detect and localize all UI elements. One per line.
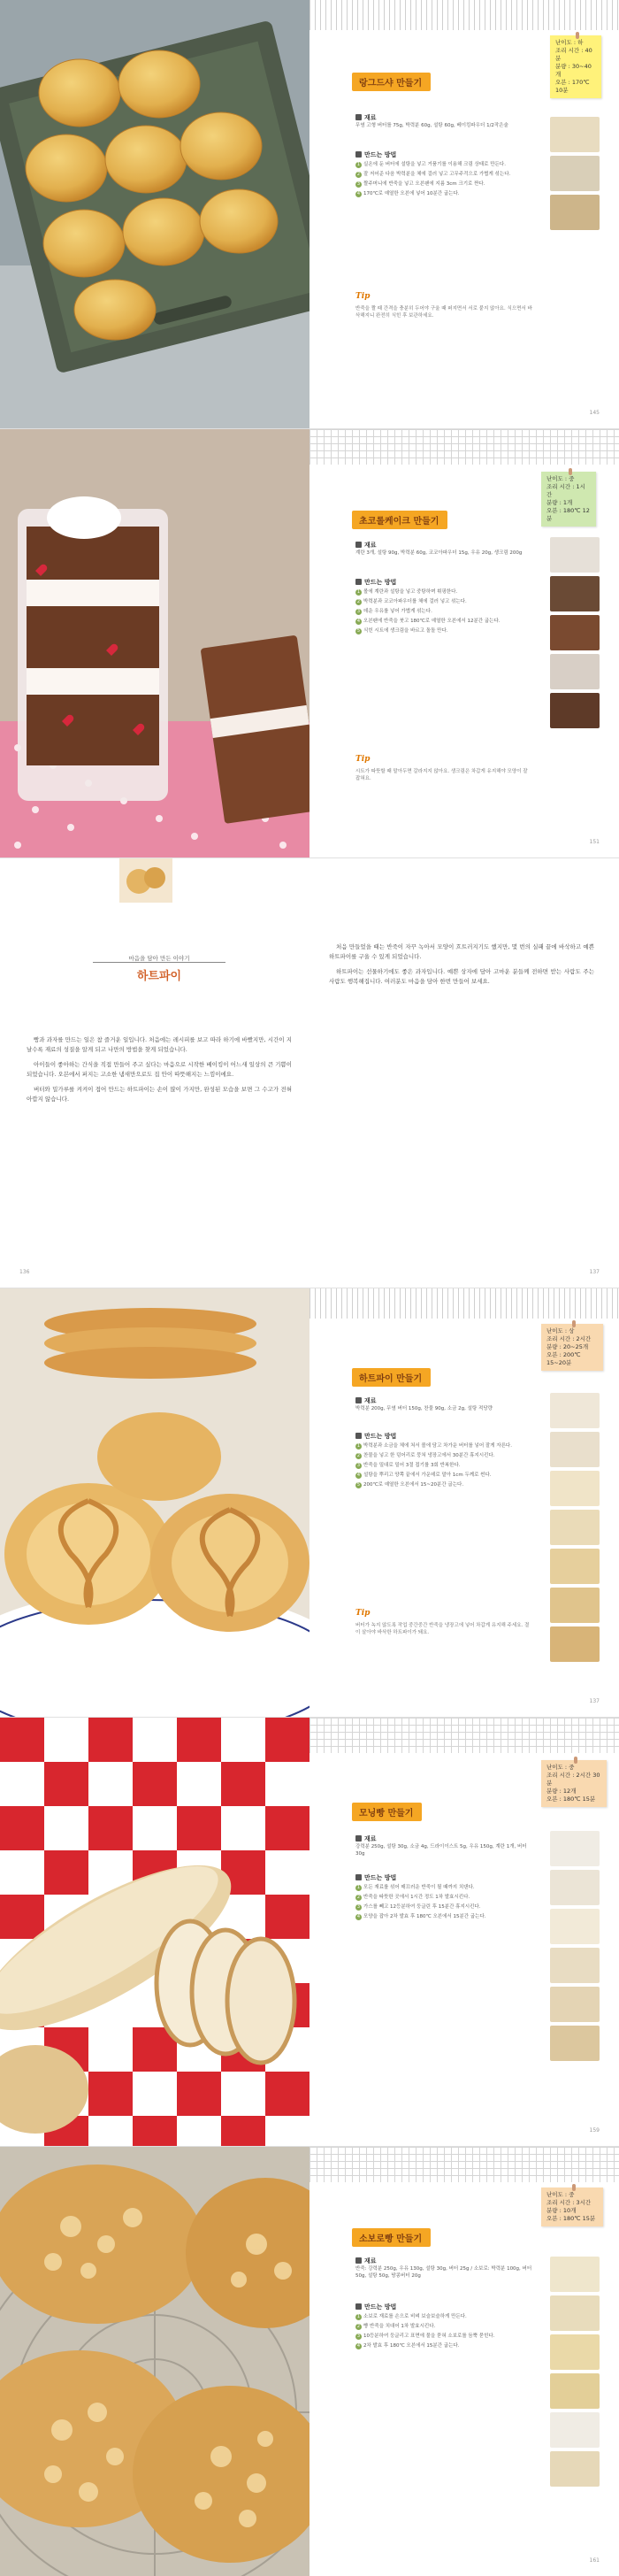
method-heading: 만드는 방법 (355, 150, 396, 159)
tip-label: Tip (355, 292, 371, 301)
tip-text: 버터가 녹지 않도록 작업 중간중간 반죽을 냉장고에 넣어 차갑게 유지해 주세요. 결이 살아야 바삭한 하트파이가 돼요. (355, 1623, 530, 1635)
paragraph: 처음 만들었을 때는 반죽이 자꾸 녹아서 모양이 흐트러지기도 했지만, 몇 번의 실패 끝에 바삭하고 예쁜 하트파이를 구울 수 있게 되었습니다. (329, 943, 594, 960)
step-photo (550, 2373, 600, 2409)
step-photo (550, 2026, 600, 2061)
page-number: 159 (589, 2127, 600, 2134)
page-number: 145 (589, 410, 600, 416)
ingredients-text: 반죽: 강력분 250g, 우유 130g, 설탕 30g, 버터 25g / 소보로: 박력분 100g, 버터 50g, 설탕 50g, 땅콩버터 20g (355, 2266, 532, 2279)
step-photo (550, 537, 600, 573)
grid-header (310, 2147, 619, 2182)
method-heading: 만드는 방법 (355, 578, 396, 587)
ingredients-text: 박력분 200g, 무염 버터 150g, 찬물 90g, 소금 2g, 설탕 적당량 (355, 1406, 493, 1411)
step-photo (550, 1987, 600, 2022)
method-steps (355, 588, 532, 637)
ingredients-heading: 재료 (355, 1834, 377, 1843)
recipe-page-6 (310, 2147, 619, 2576)
method-steps (355, 2313, 532, 2352)
essay-right-page (310, 858, 619, 1288)
bread-photo (0, 1718, 310, 2146)
spread-cookies (0, 0, 619, 429)
page-number: 161 (589, 2557, 600, 2564)
step: 2 반죽을 따뜻한 곳에서 1시간 정도 1차 발효시킨다. (356, 1895, 470, 1900)
grid-header (310, 0, 619, 30)
step-photo (550, 615, 600, 650)
spread-chocolate-cake (0, 429, 619, 858)
step: 2 빵 반죽을 치대어 1차 발효시킨다. (356, 2324, 436, 2329)
step-photo (550, 1549, 600, 1584)
step: 4 2차 발효 후 180℃ 오븐에서 15분간 굽는다. (356, 2343, 460, 2349)
recipe-title: 소보로빵 만들기 (352, 2228, 431, 2247)
step: 3 데운 우유를 넣어 가볍게 섞는다. (356, 609, 432, 614)
spread-tiger-bread (0, 2147, 619, 2576)
tip-text: 시트가 따뜻할 때 말아두면 갈라지지 않아요. 생크림은 차갑게 유지해야 모양이 잘 잡혀요. (355, 769, 528, 781)
recipe-title: 랑그드샤 만들기 (352, 73, 431, 91)
info-sticky-note: 난이도 : 상 조리 시간 : 2시간 분량 : 20~25개 오븐 : 200℃ 15~20분 (541, 1324, 603, 1371)
step-thumbnails (550, 1393, 600, 1665)
step-photo (550, 117, 600, 152)
essay-left-page (0, 858, 310, 1288)
step-photo (550, 1831, 600, 1866)
cake-photo (0, 429, 310, 857)
method-steps (355, 1442, 532, 1491)
method-heading: 만드는 방법 (355, 1432, 396, 1441)
step-thumbnails (550, 117, 600, 234)
step-photo (550, 1909, 600, 1944)
ingredients-text: 계란 3개, 설탕 90g, 박력분 60g, 코코아파우더 15g, 우유 20g, 생크림 200g (355, 550, 523, 556)
step-photo (550, 1588, 600, 1623)
step-photo (550, 1510, 600, 1545)
essay-subtitle: 마음을 담아 만든 이야기 (128, 955, 190, 962)
spread-palmiers (0, 1288, 619, 1718)
palmier-photo (0, 1288, 310, 1717)
spread-bread (0, 1718, 619, 2147)
step: 3 가스를 빼고 12등분하여 둥글린 후 15분간 휴지시킨다. (356, 1904, 481, 1910)
recipe-title: 하트파이 만들기 (352, 1368, 431, 1387)
info-sticky-note: 난이도 : 중 조리 시간 : 1시간 분량 : 1개 오븐 : 180℃ 12분 (541, 472, 596, 527)
step-photo (550, 2295, 600, 2331)
essay-title: 하트파이 (136, 970, 182, 983)
step: 4 170℃로 예열한 오븐에 넣어 10분간 굽는다. (356, 191, 460, 196)
method-heading: 만드는 방법 (355, 1873, 396, 1882)
paragraph: 빵과 과자를 만드는 일은 참 즐거운 일입니다. 처음에는 레시피를 보고 따라 하기에 바빴지만, 시간이 지날수록 재료의 성질을 알게 되고 나만의 방법을 찾게 되었습니다. (27, 1036, 292, 1053)
step: 4 모양을 잡아 2차 발효 후 180℃ 오븐에서 15분간 굽는다. (356, 1914, 486, 1919)
ingredients-heading: 재료 (355, 2257, 377, 2265)
paragraph: 하트파이는 선물하기에도 좋은 과자입니다. 예쁜 상자에 담아 고마운 분들께 전하면 받는 사람도 주는 사람도 행복해집니다. 여러분도 마음을 담아 한번 만들어 보세요. (329, 968, 594, 985)
step-photo (550, 1471, 600, 1506)
method-heading: 만드는 방법 (355, 2303, 396, 2311)
divider (93, 962, 225, 963)
method-steps (355, 1884, 532, 1923)
step: 1 실온에 둔 버터에 설탕을 넣고 거품기를 이용해 크림 상태로 만든다. (356, 162, 506, 167)
step: 1 모든 재료를 섞어 매끄러운 반죽이 될 때까지 치댄다. (356, 1885, 475, 1890)
ingredients-heading: 재료 (355, 1396, 377, 1405)
step: 4 설탕을 뿌리고 양쪽 끝에서 가운데로 말아 1cm 두께로 썬다. (356, 1473, 492, 1478)
page-number: 137 (589, 1698, 600, 1704)
page-number: 137 (589, 1269, 600, 1275)
step: 5 식힌 시트에 생크림을 바르고 돌돌 만다. (356, 628, 448, 634)
recipe-title: 모닝빵 만들기 (352, 1803, 422, 1821)
tip-text: 반죽을 짤 때 간격을 충분히 두어야 구울 때 퍼지면서 서로 붙지 않아요. 식으면서 바삭해지니 완전히 식힌 후 보관하세요. (355, 306, 532, 319)
step-photo (550, 576, 600, 611)
step-photo (550, 1626, 600, 1662)
step: 2 박력분과 코코아파우더를 체에 걸러 넣고 섞는다. (356, 599, 467, 604)
step: 2 잘 저어준 다음 박력분을 체에 걸러 넣고 고무주걱으로 가볍게 섞는다. (356, 172, 511, 177)
step-photo (550, 1432, 600, 1467)
step-photo (550, 654, 600, 689)
step-photo (550, 1393, 600, 1428)
cookie-photo (0, 0, 310, 428)
ingredients-heading: 재료 (355, 113, 377, 122)
recipe-title: 초코롤케이크 만들기 (352, 511, 447, 529)
info-sticky-note: 난이도 : 중 조리 시간 : 2시간 30분 분량 : 12개 오븐 : 180℃ 15분 (541, 1760, 607, 1807)
page-number: 136 (19, 1269, 30, 1275)
recipe-page-4 (310, 1288, 619, 1717)
step-photo (550, 156, 600, 191)
ingredients-heading: 재료 (355, 541, 377, 550)
step-photo (550, 1948, 600, 1983)
step-photo (550, 2257, 600, 2292)
step: 1 볼에 계란과 설탕을 넣고 중탕하며 휘핑한다. (356, 589, 458, 595)
step: 1 박력분과 소금을 체에 쳐서 볼에 담고 차가운 버터를 넣어 잘게 자른다. (356, 1443, 512, 1449)
step: 3 10등분하여 둥글리고 표면에 물을 묻혀 소보로를 듬뿍 묻힌다. (356, 2334, 495, 2339)
ingredients-text: 강력분 250g, 설탕 30g, 소금 4g, 드라이이스트 5g, 우유 150g, 계란 1개, 버터 30g (355, 1844, 527, 1857)
recipe-page-1 (310, 0, 619, 428)
step-photo (550, 2412, 600, 2448)
step: 2 찬물을 넣고 한 덩어리로 뭉쳐 냉장고에서 30분간 휴지시킨다. (356, 1453, 495, 1458)
tiger-bread-photo (0, 2147, 310, 2576)
grid-header (310, 1718, 619, 1753)
step-photo (550, 1870, 600, 1905)
pastry-thumbnail (119, 858, 172, 903)
grid-header (310, 1288, 619, 1319)
tip-label: Tip (355, 755, 371, 764)
step-thumbnails (550, 2257, 600, 2490)
essay-body-left (27, 1035, 292, 1110)
ingredients-text: 무염 고형 버터를 75g, 박력분 60g, 설탕 60g, 베이킹파우더 1/2작은술 (355, 123, 508, 128)
page-number: 151 (589, 839, 600, 845)
step-photo (550, 693, 600, 728)
step-photo (550, 195, 600, 230)
spread-essay (0, 858, 619, 1288)
step: 3 반죽을 밀대로 밀어 3절 접기를 3회 반복한다. (356, 1463, 461, 1468)
paragraph: 아이들이 좋아하는 간식을 직접 만들어 주고 싶다는 마음으로 시작한 베이킹이 어느새 일상의 큰 기쁨이 되었습니다. 오븐에서 퍼지는 고소한 냄새만으로도 집 안이 따뜻해지는 느낌이에요. (27, 1061, 292, 1078)
paragraph: 버터와 밀가루를 켜켜이 접어 만드는 하트파이는 손이 많이 가지만, 완성된 모습을 보면 그 수고가 전혀 아깝지 않습니다. (27, 1086, 292, 1103)
recipe-page-5 (310, 1718, 619, 2146)
step-thumbnails (550, 1831, 600, 2065)
method-steps (355, 161, 532, 200)
step: 4 오븐팬에 반죽을 붓고 180℃로 예열한 오븐에서 12분간 굽는다. (356, 619, 501, 624)
step-photo (550, 2334, 600, 2370)
tip-label: Tip (355, 1609, 371, 1618)
essay-body-right (329, 942, 594, 992)
step-photo (550, 2451, 600, 2487)
step: 5 200℃로 예열한 오븐에서 15~20분간 굽는다. (356, 1482, 464, 1488)
step: 1 소보로 재료를 손으로 비벼 보슬보슬하게 만든다. (356, 2314, 467, 2319)
recipe-page-2 (310, 429, 619, 857)
info-sticky-note: 난이도 : 하 조리 시간 : 40분 분량 : 30~40개 오븐 : 170℃ 10분 (550, 35, 601, 98)
step-thumbnails (550, 537, 600, 732)
step: 3 짤주머니에 반죽을 넣고 오븐팬에 지름 3cm 크기로 짠다. (356, 181, 485, 187)
grid-header (310, 429, 619, 465)
info-sticky-note: 난이도 : 중 조리 시간 : 3시간 분량 : 10개 오븐 : 180℃ 15분 (541, 2188, 603, 2226)
